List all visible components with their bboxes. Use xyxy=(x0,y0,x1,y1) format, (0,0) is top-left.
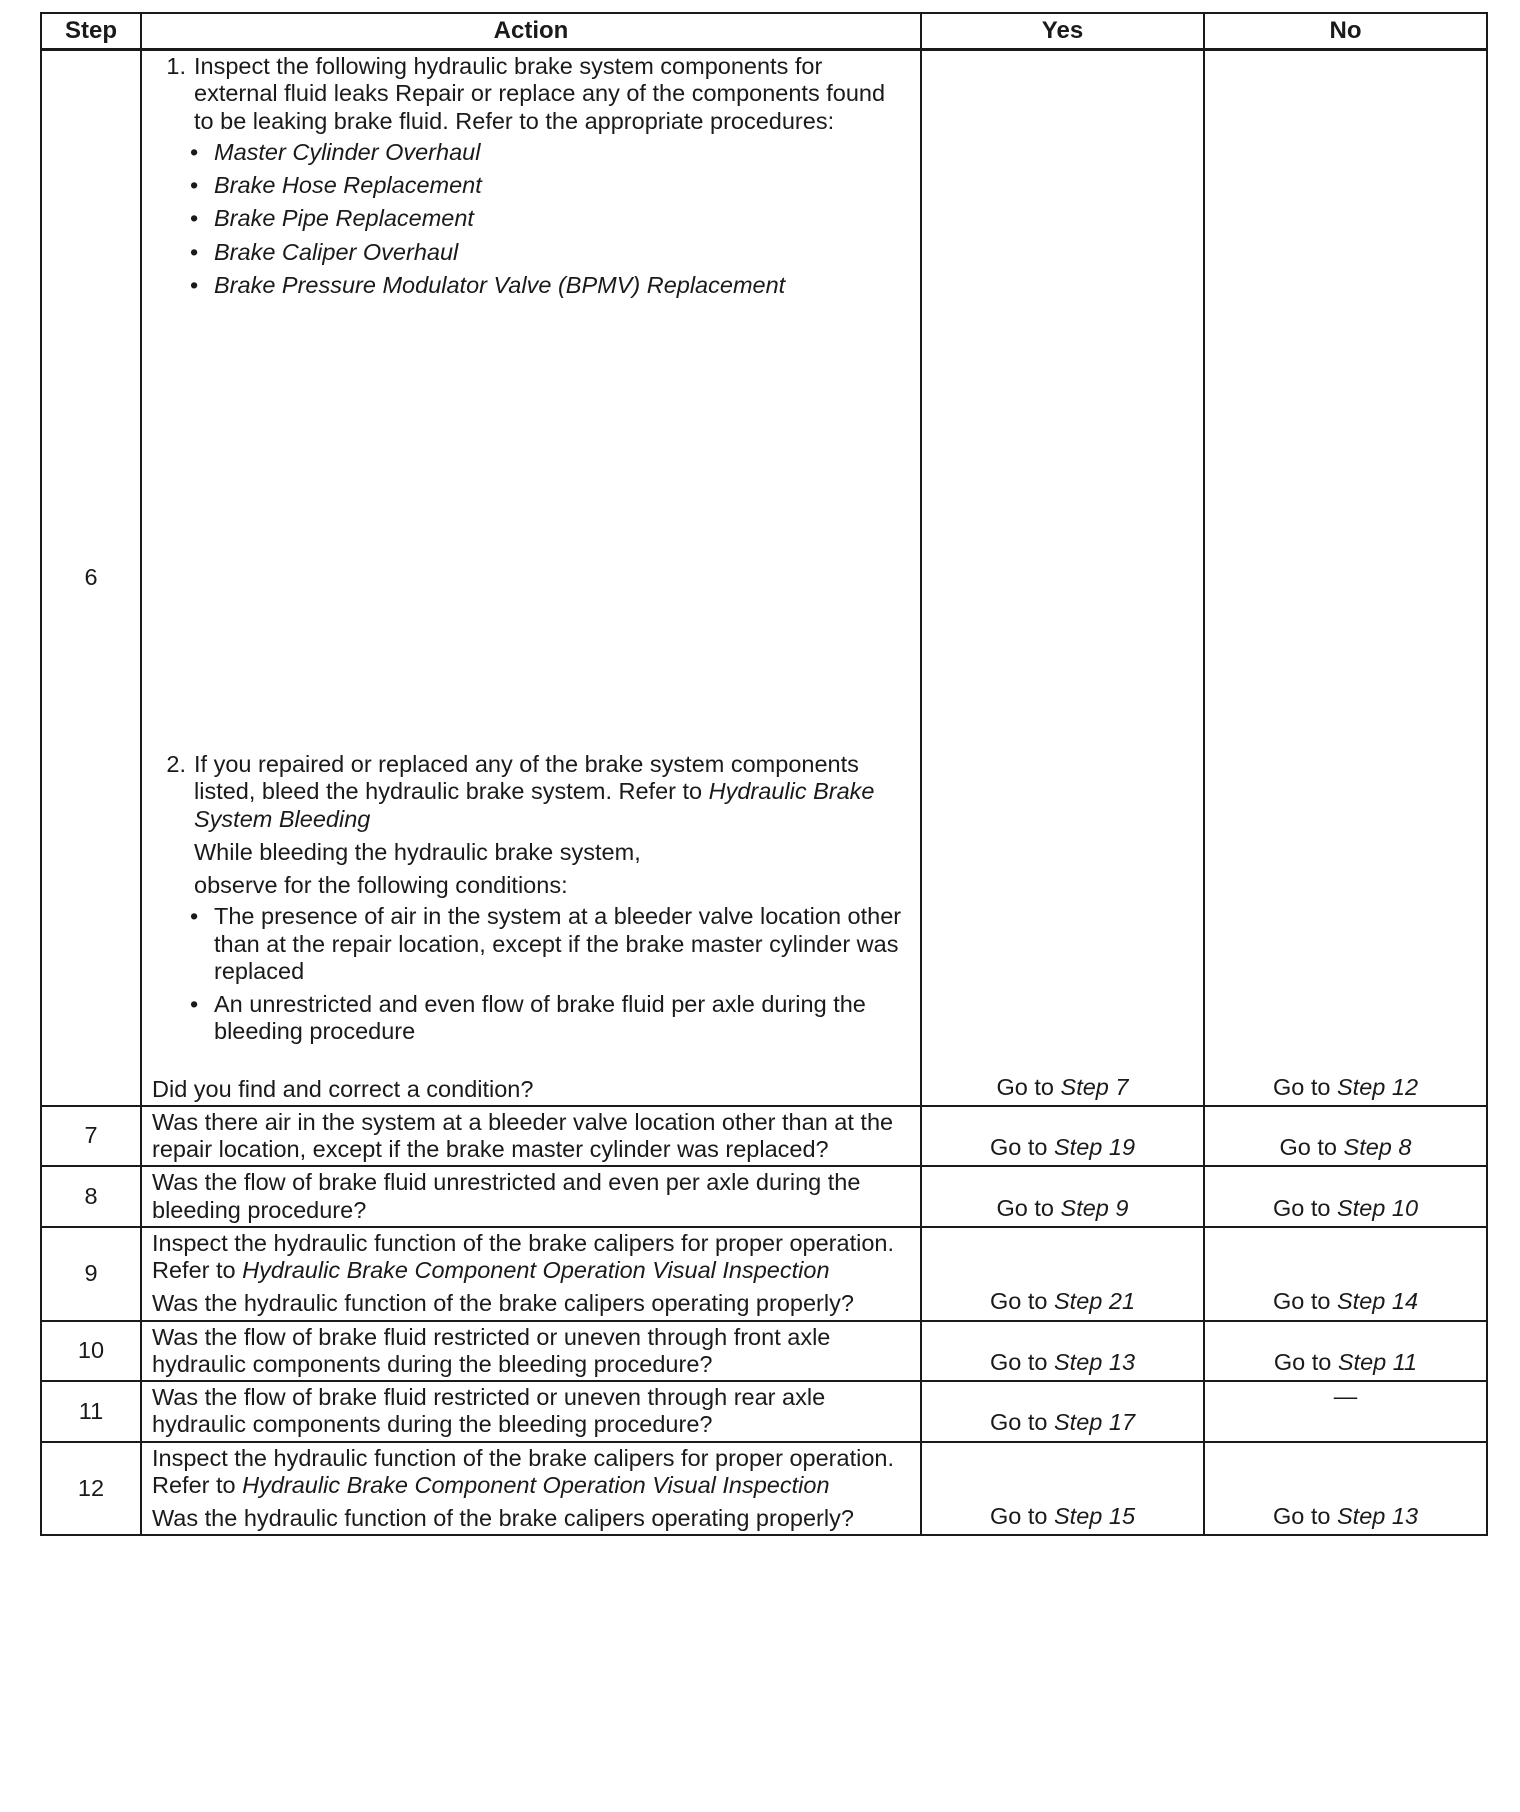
no-cell[interactable]: Go to Step 11 xyxy=(1204,1321,1487,1382)
action-cell xyxy=(141,1442,921,1536)
yes-step-link[interactable]: Step 13 xyxy=(1054,1348,1136,1375)
step-number: 9 xyxy=(41,1227,141,1321)
yes-step-link[interactable]: Step 15 xyxy=(1054,1503,1136,1529)
bullet-icon: • xyxy=(190,172,199,198)
action-cell xyxy=(141,1106,921,1167)
yes-step-link[interactable]: Step 19 xyxy=(1054,1134,1136,1160)
action-cell xyxy=(141,1381,921,1442)
procedure-list xyxy=(152,139,908,299)
header-yes: Yes xyxy=(921,13,1204,50)
step-number: 11 xyxy=(41,1381,141,1442)
header-no: No xyxy=(1204,13,1487,50)
no-step-link[interactable]: Step 8 xyxy=(1343,1134,1412,1160)
no-step-link[interactable]: Step 10 xyxy=(1337,1194,1419,1221)
yes-cell[interactable]: Go to Step 7 xyxy=(921,50,1204,1106)
action-cell xyxy=(141,1166,921,1227)
procedure-link[interactable]: • Brake Hose Replacement xyxy=(190,172,482,198)
yes-cell[interactable]: Go to Step 21 xyxy=(921,1227,1204,1321)
yes-cell[interactable]: Go to Step 17 xyxy=(921,1381,1204,1442)
no-cell[interactable]: Go to Step 10 xyxy=(1204,1166,1487,1227)
step-number: 8 xyxy=(41,1166,141,1227)
table-row-step-9 xyxy=(41,1227,1487,1321)
header-action: Action xyxy=(141,13,921,50)
yes-cell[interactable]: Go to Step 19 xyxy=(921,1106,1204,1167)
header-step: Step xyxy=(41,13,141,50)
step-question: Was there air in the system at a bleeder valve location other than at the repair location, except if the brake master cylinder was replaced? xyxy=(152,1108,894,1162)
item-number: 1. xyxy=(166,53,186,79)
step-question: Did you find and correct a condition? xyxy=(152,1075,534,1102)
yes-step-link[interactable]: Step 7 xyxy=(1060,1073,1129,1100)
no-cell[interactable]: Go to Step 12 xyxy=(1204,50,1487,1106)
header-row xyxy=(41,13,1487,50)
step-question: Was the flow of brake fluid restricted or uneven through rear axle hydraulic components during the bleeding procedure? xyxy=(152,1384,826,1438)
no-cell[interactable]: Go to Step 13 xyxy=(1204,1442,1487,1536)
item-number: 2. xyxy=(166,751,186,777)
bullet-icon: • xyxy=(190,205,199,232)
table-row-step-10 xyxy=(41,1321,1487,1382)
step-question: Was the hydraulic function of the brake calipers operating properly? xyxy=(152,1505,854,1531)
bullet-icon: • xyxy=(190,271,199,298)
item-note: observe for the following conditions: xyxy=(194,872,568,898)
no-cell[interactable]: Go to Step 14 xyxy=(1204,1227,1487,1321)
procedure-link[interactable]: • Brake Caliper Overhaul xyxy=(190,238,459,265)
action-cell xyxy=(141,50,921,1106)
blank-space xyxy=(152,305,908,751)
no-cell[interactable]: Go to Step 8 xyxy=(1204,1106,1487,1167)
no-step-link[interactable]: Step 14 xyxy=(1337,1288,1419,1315)
bullet-icon: • xyxy=(190,903,199,930)
procedure-link[interactable]: • Brake Pipe Replacement xyxy=(190,205,474,232)
diagnostic-table xyxy=(40,12,1488,1536)
condition-item: • The presence of air in the system at a bleeder valve location other than at the repair location, except if the brake master cylinder was replaced xyxy=(190,903,902,984)
no-result-dash: — xyxy=(1333,1383,1358,1410)
yes-cell[interactable]: Go to Step 13 xyxy=(921,1321,1204,1382)
table-row-step-6 xyxy=(41,50,1487,1106)
action-cell xyxy=(141,1321,921,1382)
action-cell xyxy=(141,1227,921,1321)
step-instruction: Inspect the hydraulic function of the brake calipers for proper operation. Refer to Hydraulic Brake Component Operation Visual Inspection xyxy=(152,1229,894,1283)
table-row-step-11 xyxy=(41,1381,1487,1442)
no-step-link[interactable]: Step 13 xyxy=(1337,1503,1419,1529)
condition-list xyxy=(152,903,908,1045)
table-row-step-12 xyxy=(41,1442,1487,1536)
yes-step-link[interactable]: Step 17 xyxy=(1054,1409,1136,1436)
no-cell xyxy=(1204,1381,1487,1442)
item-text: If you repaired or replaced any of the brake system components listed, bleed the hydraulic brake system. Refer to Hydraulic Brake System Bleeding While bleeding the hydraulic brake system, observe for the following conditions: xyxy=(194,751,908,899)
step-question: Was the hydraulic function of the brake calipers operating properly? xyxy=(152,1290,854,1317)
item-text: Inspect the following hydraulic brake system components for external fluid leaks Repair or replace any of the components found to be leaking brake fluid. Refer to the appropriate procedures: xyxy=(194,53,886,134)
step-number: 10 xyxy=(41,1321,141,1382)
table-row-step-8 xyxy=(41,1166,1487,1227)
reference-link[interactable]: Hydraulic Brake Component Operation Visual Inspection xyxy=(242,1257,830,1283)
step-question: Was the flow of brake fluid unrestricted and even per axle during the bleeding procedure? xyxy=(152,1169,861,1223)
step-number: 12 xyxy=(41,1442,141,1536)
procedure-link[interactable]: • Master Cylinder Overhaul xyxy=(190,138,481,165)
item-note: While bleeding the hydraulic brake system, xyxy=(194,838,641,865)
action-item-2 xyxy=(152,751,908,899)
action-item-1 xyxy=(152,53,908,135)
bullet-icon: • xyxy=(190,991,199,1017)
no-step-link[interactable]: Step 11 xyxy=(1337,1348,1418,1375)
table-row-step-7 xyxy=(41,1106,1487,1167)
step-number: 6 xyxy=(41,50,141,1106)
yes-step-link[interactable]: Step 21 xyxy=(1054,1288,1136,1315)
bullet-icon: • xyxy=(190,138,199,165)
step-number: 7 xyxy=(41,1106,141,1167)
yes-step-link[interactable]: Step 9 xyxy=(1060,1194,1129,1221)
condition-item: • An unrestricted and even flow of brake fluid per axle during the bleeding procedure xyxy=(190,991,866,1045)
yes-cell[interactable]: Go to Step 9 xyxy=(921,1166,1204,1227)
reference-link[interactable]: Hydraulic Brake Component Operation Visual Inspection xyxy=(242,1471,830,1498)
bullet-icon: • xyxy=(190,238,199,265)
reference-link[interactable]: Hydraulic Brake System Bleeding xyxy=(194,778,875,832)
step-instruction: Inspect the hydraulic function of the brake calipers for proper operation. Refer to Hydraulic Brake Component Operation Visual Inspection xyxy=(152,1444,894,1498)
yes-cell[interactable]: Go to Step 15 xyxy=(921,1442,1204,1536)
step-question: Was the flow of brake fluid restricted or uneven through front axle hydraulic components during the bleeding procedure? xyxy=(152,1323,831,1377)
no-step-link[interactable]: Step 12 xyxy=(1337,1073,1419,1100)
procedure-link[interactable]: • Brake Pressure Modulator Valve (BPMV) Replacement xyxy=(190,271,786,298)
